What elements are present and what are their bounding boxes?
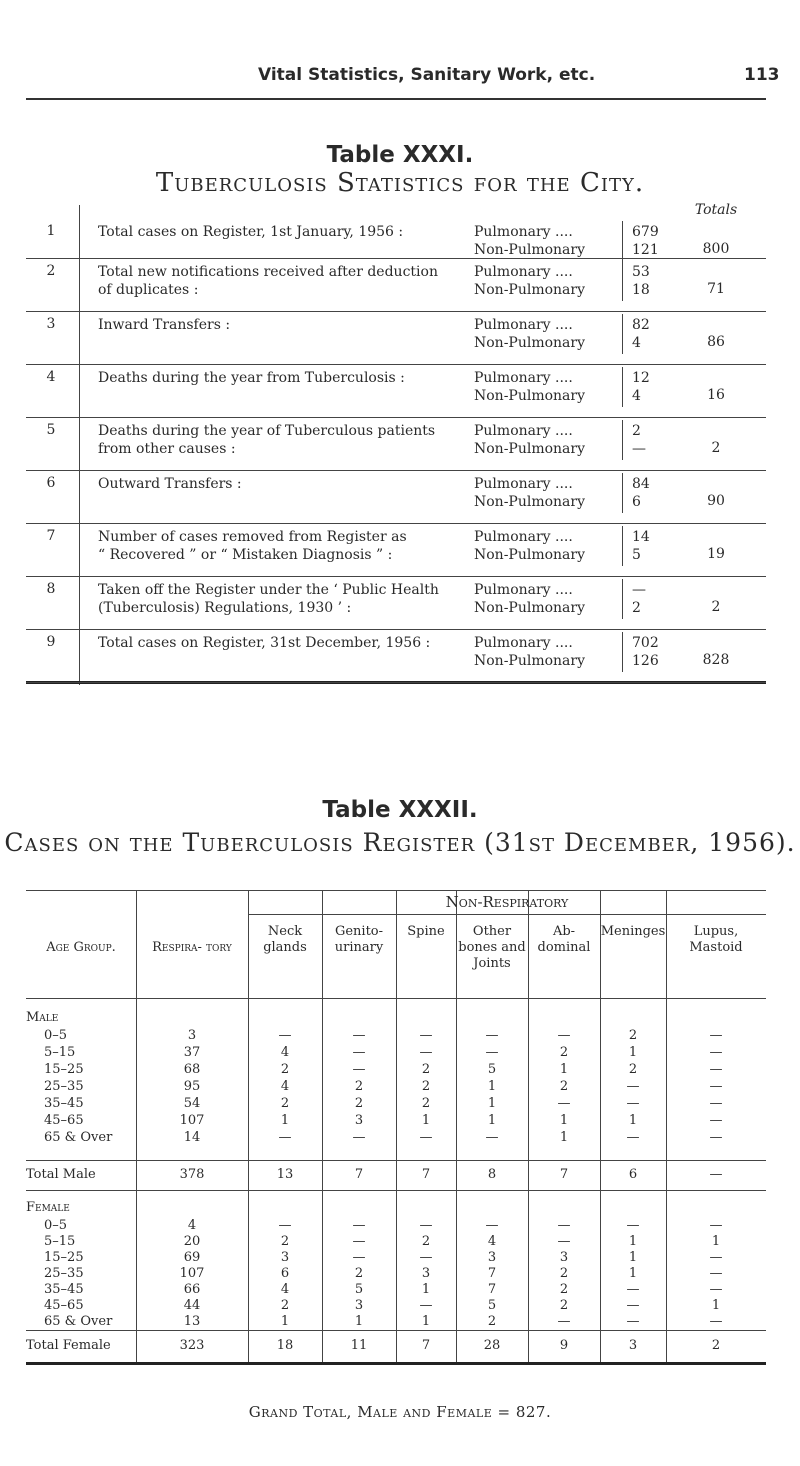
table-cell: — bbox=[709, 1079, 723, 1094]
table31-row bbox=[26, 523, 766, 577]
non-pulmonary-value: 121 bbox=[632, 242, 659, 258]
table31-row bbox=[26, 205, 766, 259]
description-line-2: “ Recovered ” or “ Mistaken Diagnosis ” : bbox=[98, 547, 393, 563]
column-header: Neck glands bbox=[263, 924, 307, 955]
row-description bbox=[98, 634, 468, 652]
non-pulmonary-value: — bbox=[632, 441, 646, 457]
table-cell: 5 bbox=[487, 1298, 497, 1313]
row-description bbox=[98, 422, 468, 458]
row-values bbox=[632, 422, 682, 458]
age-label: 25–35 bbox=[44, 1079, 84, 1094]
row-number: 9 bbox=[46, 634, 56, 650]
table-cell: — bbox=[709, 1282, 723, 1297]
pulmonary-label: Pulmonary .... bbox=[474, 370, 573, 386]
table-cell: 3 bbox=[354, 1298, 364, 1313]
total-cell: 7 bbox=[421, 1167, 431, 1182]
row-values bbox=[632, 263, 682, 299]
table-bottom-rule bbox=[26, 1362, 766, 1365]
table-cell: — bbox=[709, 1113, 723, 1128]
values-divider bbox=[622, 526, 623, 566]
table-cell: 1 bbox=[421, 1314, 431, 1329]
category-labels bbox=[474, 316, 624, 352]
values-divider bbox=[622, 579, 623, 619]
table-cell: 2 bbox=[280, 1298, 290, 1313]
male-total-top-rule bbox=[26, 1160, 766, 1161]
table31-row bbox=[26, 629, 766, 683]
age-label: 5–15 bbox=[44, 1234, 76, 1249]
table-cell: — bbox=[709, 1250, 723, 1265]
table-cell: 2 bbox=[280, 1234, 290, 1249]
non-pulmonary-label: Non-Pulmonary bbox=[474, 600, 586, 616]
table-cell: 2 bbox=[421, 1062, 431, 1077]
table-cell: 107 bbox=[179, 1113, 205, 1128]
table-cell: 20 bbox=[183, 1234, 201, 1249]
total-cell: 8 bbox=[487, 1167, 497, 1182]
category-labels bbox=[474, 223, 624, 259]
column-header: Ab- dominal bbox=[537, 924, 591, 955]
row-number: 4 bbox=[46, 369, 56, 385]
description-line-1: Number of cases removed from Register as bbox=[98, 529, 407, 545]
table-cell: 1 bbox=[711, 1234, 721, 1249]
table-cell: 7 bbox=[487, 1282, 497, 1297]
row-values bbox=[632, 316, 682, 352]
table-cell: — bbox=[709, 1218, 723, 1233]
table-cell: — bbox=[626, 1298, 640, 1313]
table-cell: — bbox=[352, 1250, 366, 1265]
respiratory-header: Respira- tory bbox=[152, 940, 232, 955]
column-header: Other bones and Joints bbox=[458, 924, 526, 971]
row-description bbox=[98, 369, 468, 387]
total-label: Total Female bbox=[26, 1338, 111, 1353]
age-label: 65 & Over bbox=[44, 1314, 113, 1329]
row-number: 5 bbox=[46, 422, 56, 438]
row-number: 7 bbox=[46, 528, 56, 544]
table-cell: 2 bbox=[280, 1096, 290, 1111]
table32-title: Table XXXII. bbox=[322, 797, 478, 823]
non-pulmonary-value: 2 bbox=[632, 600, 641, 616]
table-cell: — bbox=[352, 1062, 366, 1077]
table-cell: 14 bbox=[183, 1130, 201, 1145]
pulmonary-value: 702 bbox=[632, 635, 659, 651]
total-cell: 2 bbox=[711, 1338, 721, 1353]
table-cell: 68 bbox=[183, 1062, 201, 1077]
non-pulmonary-label: Non-Pulmonary bbox=[474, 494, 586, 510]
row-description bbox=[98, 581, 468, 617]
age-label: 65 & Over bbox=[44, 1130, 113, 1145]
non-pulmonary-value: 4 bbox=[632, 388, 641, 404]
description-line-1: Deaths during the year from Tuberculosis : bbox=[98, 370, 405, 386]
total-cell: 378 bbox=[179, 1167, 205, 1182]
category-labels bbox=[474, 581, 624, 617]
table-cell: 37 bbox=[183, 1045, 201, 1060]
table-cell: — bbox=[419, 1045, 433, 1060]
total-label: Total Male bbox=[26, 1167, 96, 1182]
values-divider bbox=[622, 632, 623, 672]
pulmonary-value: 679 bbox=[632, 224, 659, 240]
non-pulmonary-label: Non-Pulmonary bbox=[474, 653, 586, 669]
table31-row bbox=[26, 364, 766, 418]
header-top-rule bbox=[26, 890, 766, 891]
non-pulmonary-value: 126 bbox=[632, 653, 659, 669]
table-cell: — bbox=[626, 1282, 640, 1297]
table-cell: 2 bbox=[487, 1314, 497, 1329]
column-header: Lupus, Mastoid bbox=[689, 924, 743, 955]
table-cell: 1 bbox=[628, 1250, 638, 1265]
category-labels bbox=[474, 634, 624, 670]
table-cell: — bbox=[709, 1062, 723, 1077]
table-cell: 1 bbox=[487, 1079, 497, 1094]
table-cell: 2 bbox=[559, 1298, 569, 1313]
table-cell: 69 bbox=[183, 1250, 201, 1265]
table31-row bbox=[26, 470, 766, 524]
row-description bbox=[98, 528, 468, 564]
values-divider bbox=[622, 420, 623, 460]
values-divider bbox=[622, 367, 623, 407]
table-cell: — bbox=[709, 1314, 723, 1329]
age-label: 35–45 bbox=[44, 1096, 84, 1111]
row-total: 2 bbox=[711, 599, 721, 615]
row-number: 6 bbox=[46, 475, 56, 491]
table-cell: 54 bbox=[183, 1096, 201, 1111]
row-total: 90 bbox=[707, 493, 725, 509]
table-cell: — bbox=[709, 1096, 723, 1111]
description-line-1: Total cases on Register, 1st January, 1956 : bbox=[98, 224, 404, 240]
values-divider bbox=[622, 473, 623, 513]
description-line-1: Total cases on Register, 31st December, 1956 : bbox=[98, 635, 431, 651]
table-cell: 4 bbox=[487, 1234, 497, 1249]
table-cell: — bbox=[352, 1028, 366, 1043]
row-total: 800 bbox=[702, 241, 730, 257]
category-labels bbox=[474, 475, 624, 511]
table-cell: 2 bbox=[421, 1079, 431, 1094]
row-total: 19 bbox=[707, 546, 725, 562]
female-section-label: Female bbox=[26, 1200, 70, 1215]
pulmonary-value: 14 bbox=[632, 529, 650, 545]
table-cell: — bbox=[626, 1218, 640, 1233]
header-rule bbox=[26, 98, 766, 100]
row-number: 8 bbox=[46, 581, 56, 597]
row-total: 71 bbox=[707, 281, 725, 297]
table31-row bbox=[26, 311, 766, 365]
table-cell: 3 bbox=[280, 1250, 290, 1265]
total-cell: 11 bbox=[350, 1338, 368, 1353]
description-line-1: Taken off the Register under the ‘ Public Health bbox=[98, 582, 439, 598]
table-cell: 2 bbox=[628, 1062, 638, 1077]
table31-row bbox=[26, 576, 766, 630]
pulmonary-value: 2 bbox=[632, 423, 641, 439]
table-cell: — bbox=[709, 1045, 723, 1060]
table-cell: — bbox=[419, 1298, 433, 1313]
table-cell: 2 bbox=[354, 1079, 364, 1094]
pulmonary-value: — bbox=[632, 582, 646, 598]
pulmonary-label: Pulmonary .... bbox=[474, 529, 573, 545]
running-header bbox=[0, 60, 800, 120]
table-cell: — bbox=[485, 1218, 499, 1233]
table-cell: 1 bbox=[421, 1282, 431, 1297]
table-cell: 5 bbox=[487, 1062, 497, 1077]
non-pulmonary-label: Non-Pulmonary bbox=[474, 388, 586, 404]
table-cell: — bbox=[485, 1028, 499, 1043]
table-cell: 44 bbox=[183, 1298, 201, 1313]
non-pulmonary-value: 4 bbox=[632, 335, 641, 351]
table-cell: 4 bbox=[280, 1045, 290, 1060]
values-divider bbox=[622, 314, 623, 354]
table-cell: 4 bbox=[280, 1282, 290, 1297]
table-cell: 2 bbox=[559, 1045, 569, 1060]
table-cell: 3 bbox=[354, 1113, 364, 1128]
running-title: Vital Statistics, Sanitary Work, etc. bbox=[258, 65, 596, 85]
table-cell: — bbox=[557, 1218, 571, 1233]
row-description bbox=[98, 316, 468, 334]
pulmonary-label: Pulmonary .... bbox=[474, 582, 573, 598]
age-label: 25–35 bbox=[44, 1266, 84, 1281]
row-total: 828 bbox=[702, 652, 730, 668]
total-cell: 7 bbox=[559, 1167, 569, 1182]
row-total: 86 bbox=[707, 334, 725, 350]
table-cell: — bbox=[626, 1079, 640, 1094]
pulmonary-label: Pulmonary .... bbox=[474, 476, 573, 492]
total-cell: 9 bbox=[559, 1338, 569, 1353]
table-cell: — bbox=[419, 1250, 433, 1265]
table-cell: — bbox=[557, 1028, 571, 1043]
pulmonary-value: 82 bbox=[632, 317, 650, 333]
column-header: Meninges bbox=[600, 924, 666, 939]
table31-title: Table XXXI. bbox=[326, 142, 474, 168]
row-number: 3 bbox=[46, 316, 56, 332]
row-values bbox=[632, 528, 682, 564]
pulmonary-label: Pulmonary .... bbox=[474, 264, 573, 280]
table-cell: 2 bbox=[559, 1266, 569, 1281]
row-values bbox=[632, 475, 682, 511]
age-label: 0–5 bbox=[44, 1218, 68, 1233]
non-pulmonary-label: Non-Pulmonary bbox=[474, 242, 586, 258]
age-label: 45–65 bbox=[44, 1298, 84, 1313]
table-cell: 2 bbox=[559, 1079, 569, 1094]
values-divider bbox=[622, 221, 623, 261]
row-values bbox=[632, 581, 682, 617]
total-cell: 3 bbox=[628, 1338, 638, 1353]
table-cell: — bbox=[709, 1028, 723, 1043]
table-cell: — bbox=[709, 1130, 723, 1145]
table-cell: 3 bbox=[487, 1250, 497, 1265]
table-cell: 4 bbox=[187, 1218, 197, 1233]
description-line-1: Total new notifications received after deduction bbox=[98, 264, 438, 280]
table-cell: 2 bbox=[628, 1028, 638, 1043]
row-total: 2 bbox=[711, 440, 721, 456]
table-cell: — bbox=[557, 1234, 571, 1249]
pulmonary-label: Pulmonary .... bbox=[474, 317, 573, 333]
table-cell: 1 bbox=[559, 1130, 569, 1145]
table-cell: 1 bbox=[628, 1234, 638, 1249]
table-cell: 1 bbox=[559, 1113, 569, 1128]
pulmonary-value: 12 bbox=[632, 370, 650, 386]
page-number: 113 bbox=[744, 65, 780, 85]
total-cell: 323 bbox=[179, 1338, 205, 1353]
category-labels bbox=[474, 369, 624, 405]
table-cell: — bbox=[485, 1130, 499, 1145]
description-line-1: Deaths during the year of Tuberculous patients bbox=[98, 423, 436, 439]
male-total-bottom-rule bbox=[26, 1190, 766, 1191]
total-cell: 18 bbox=[276, 1338, 294, 1353]
table-cell: — bbox=[352, 1218, 366, 1233]
age-label: 5–15 bbox=[44, 1045, 76, 1060]
category-labels bbox=[474, 528, 624, 564]
non-pulmonary-label: Non-Pulmonary bbox=[474, 441, 586, 457]
non-pulmonary-value: 5 bbox=[632, 547, 641, 563]
table-cell: 1 bbox=[628, 1045, 638, 1060]
pulmonary-value: 84 bbox=[632, 476, 650, 492]
non-pulmonary-label: Non-Pulmonary bbox=[474, 335, 586, 351]
total-cell: 6 bbox=[628, 1167, 638, 1182]
table-cell: 2 bbox=[354, 1266, 364, 1281]
age-group-header: Age Group. bbox=[46, 940, 116, 955]
table31-row bbox=[26, 258, 766, 312]
total-cell: 7 bbox=[354, 1167, 364, 1182]
total-cell: — bbox=[709, 1167, 723, 1182]
description-line-1: Outward Transfers : bbox=[98, 476, 242, 492]
row-values bbox=[632, 634, 682, 670]
non-pulmonary-value: 6 bbox=[632, 494, 641, 510]
total-cell: 7 bbox=[421, 1338, 431, 1353]
non-pulmonary-value: 18 bbox=[632, 282, 650, 298]
non-resp-rule bbox=[248, 914, 766, 915]
table-cell: 13 bbox=[183, 1314, 201, 1329]
table-cell: 1 bbox=[711, 1298, 721, 1313]
non-pulmonary-label: Non-Pulmonary bbox=[474, 547, 586, 563]
total-cell: 28 bbox=[483, 1338, 501, 1353]
table-cell: — bbox=[278, 1028, 292, 1043]
row-description bbox=[98, 263, 468, 299]
table-cell: 7 bbox=[487, 1266, 497, 1281]
table-cell: — bbox=[352, 1130, 366, 1145]
grand-total: Grand Total, Male and Female = 827. bbox=[248, 1403, 552, 1421]
values-divider bbox=[622, 261, 623, 301]
table-cell: 1 bbox=[628, 1266, 638, 1281]
table-cell: — bbox=[557, 1314, 571, 1329]
description-line-2: of duplicates : bbox=[98, 282, 199, 298]
table31 bbox=[26, 202, 766, 685]
table-cell: 6 bbox=[280, 1266, 290, 1281]
age-label: 0–5 bbox=[44, 1028, 68, 1043]
non-respiratory-header: Non-Respiratory bbox=[445, 893, 569, 911]
age-label: 45–65 bbox=[44, 1113, 84, 1128]
description-line-2: (Tuberculosis) Regulations, 1930 ’ : bbox=[98, 600, 352, 616]
table32 bbox=[26, 890, 766, 1390]
table-cell: 3 bbox=[559, 1250, 569, 1265]
table-cell: 3 bbox=[421, 1266, 431, 1281]
table-cell: 2 bbox=[559, 1282, 569, 1297]
category-labels bbox=[474, 422, 624, 458]
female-total-top-rule bbox=[26, 1330, 766, 1331]
pulmonary-label: Pulmonary .... bbox=[474, 423, 573, 439]
table31-subtitle: Tuberculosis Statistics for the City. bbox=[155, 168, 645, 198]
table-cell: 1 bbox=[628, 1113, 638, 1128]
table-cell: 107 bbox=[179, 1266, 205, 1281]
table-cell: 66 bbox=[183, 1282, 201, 1297]
description-line-2: from other causes : bbox=[98, 441, 236, 457]
table-cell: — bbox=[709, 1266, 723, 1281]
pulmonary-label: Pulmonary .... bbox=[474, 635, 573, 651]
table-cell: — bbox=[278, 1218, 292, 1233]
table-cell: — bbox=[419, 1028, 433, 1043]
table-cell: 2 bbox=[354, 1096, 364, 1111]
table-cell: 3 bbox=[187, 1028, 197, 1043]
table-cell: — bbox=[557, 1096, 571, 1111]
age-label: 35–45 bbox=[44, 1282, 84, 1297]
total-cell: 13 bbox=[276, 1167, 294, 1182]
table31-row bbox=[26, 417, 766, 471]
row-description bbox=[98, 223, 468, 241]
table-cell: 1 bbox=[559, 1062, 569, 1077]
pulmonary-value: 53 bbox=[632, 264, 650, 280]
row-description bbox=[98, 475, 468, 493]
column-header: Spine bbox=[407, 924, 445, 939]
table-cell: 2 bbox=[421, 1234, 431, 1249]
table-cell: 2 bbox=[280, 1062, 290, 1077]
row-values bbox=[632, 369, 682, 405]
row-number: 1 bbox=[46, 223, 56, 239]
row-values bbox=[632, 223, 682, 259]
header-bottom-rule bbox=[26, 998, 766, 999]
table-cell: — bbox=[626, 1096, 640, 1111]
description-line-1: Inward Transfers : bbox=[98, 317, 231, 333]
table-cell: 95 bbox=[183, 1079, 201, 1094]
table-cell: — bbox=[278, 1130, 292, 1145]
table-cell: — bbox=[419, 1130, 433, 1145]
row-number: 2 bbox=[46, 263, 56, 279]
table-cell: 2 bbox=[421, 1096, 431, 1111]
pulmonary-label: Pulmonary .... bbox=[474, 224, 573, 240]
table32-subtitle: Cases on the Tuberculosis Register (31st December, 1956). bbox=[4, 828, 796, 857]
male-section-label: Male bbox=[26, 1010, 59, 1025]
row-total: 16 bbox=[707, 387, 725, 403]
totals-heading: Totals bbox=[694, 202, 738, 218]
table-cell: — bbox=[626, 1314, 640, 1329]
table-cell: 1 bbox=[280, 1113, 290, 1128]
age-label: 15–25 bbox=[44, 1250, 84, 1265]
table-cell: — bbox=[419, 1218, 433, 1233]
column-header: Genito- urinary bbox=[334, 924, 384, 955]
table-cell: — bbox=[352, 1045, 366, 1060]
table-cell: — bbox=[626, 1130, 640, 1145]
table-cell: 1 bbox=[487, 1096, 497, 1111]
table-cell: 1 bbox=[354, 1314, 364, 1329]
category-labels bbox=[474, 263, 624, 299]
table-cell: 5 bbox=[354, 1282, 364, 1297]
table-cell: 1 bbox=[487, 1113, 497, 1128]
table-cell: 4 bbox=[280, 1079, 290, 1094]
table-cell: 1 bbox=[280, 1314, 290, 1329]
table-cell: — bbox=[352, 1234, 366, 1249]
age-label: 15–25 bbox=[44, 1062, 84, 1077]
table-cell: 1 bbox=[421, 1113, 431, 1128]
non-pulmonary-label: Non-Pulmonary bbox=[474, 282, 586, 298]
table-cell: — bbox=[485, 1045, 499, 1060]
